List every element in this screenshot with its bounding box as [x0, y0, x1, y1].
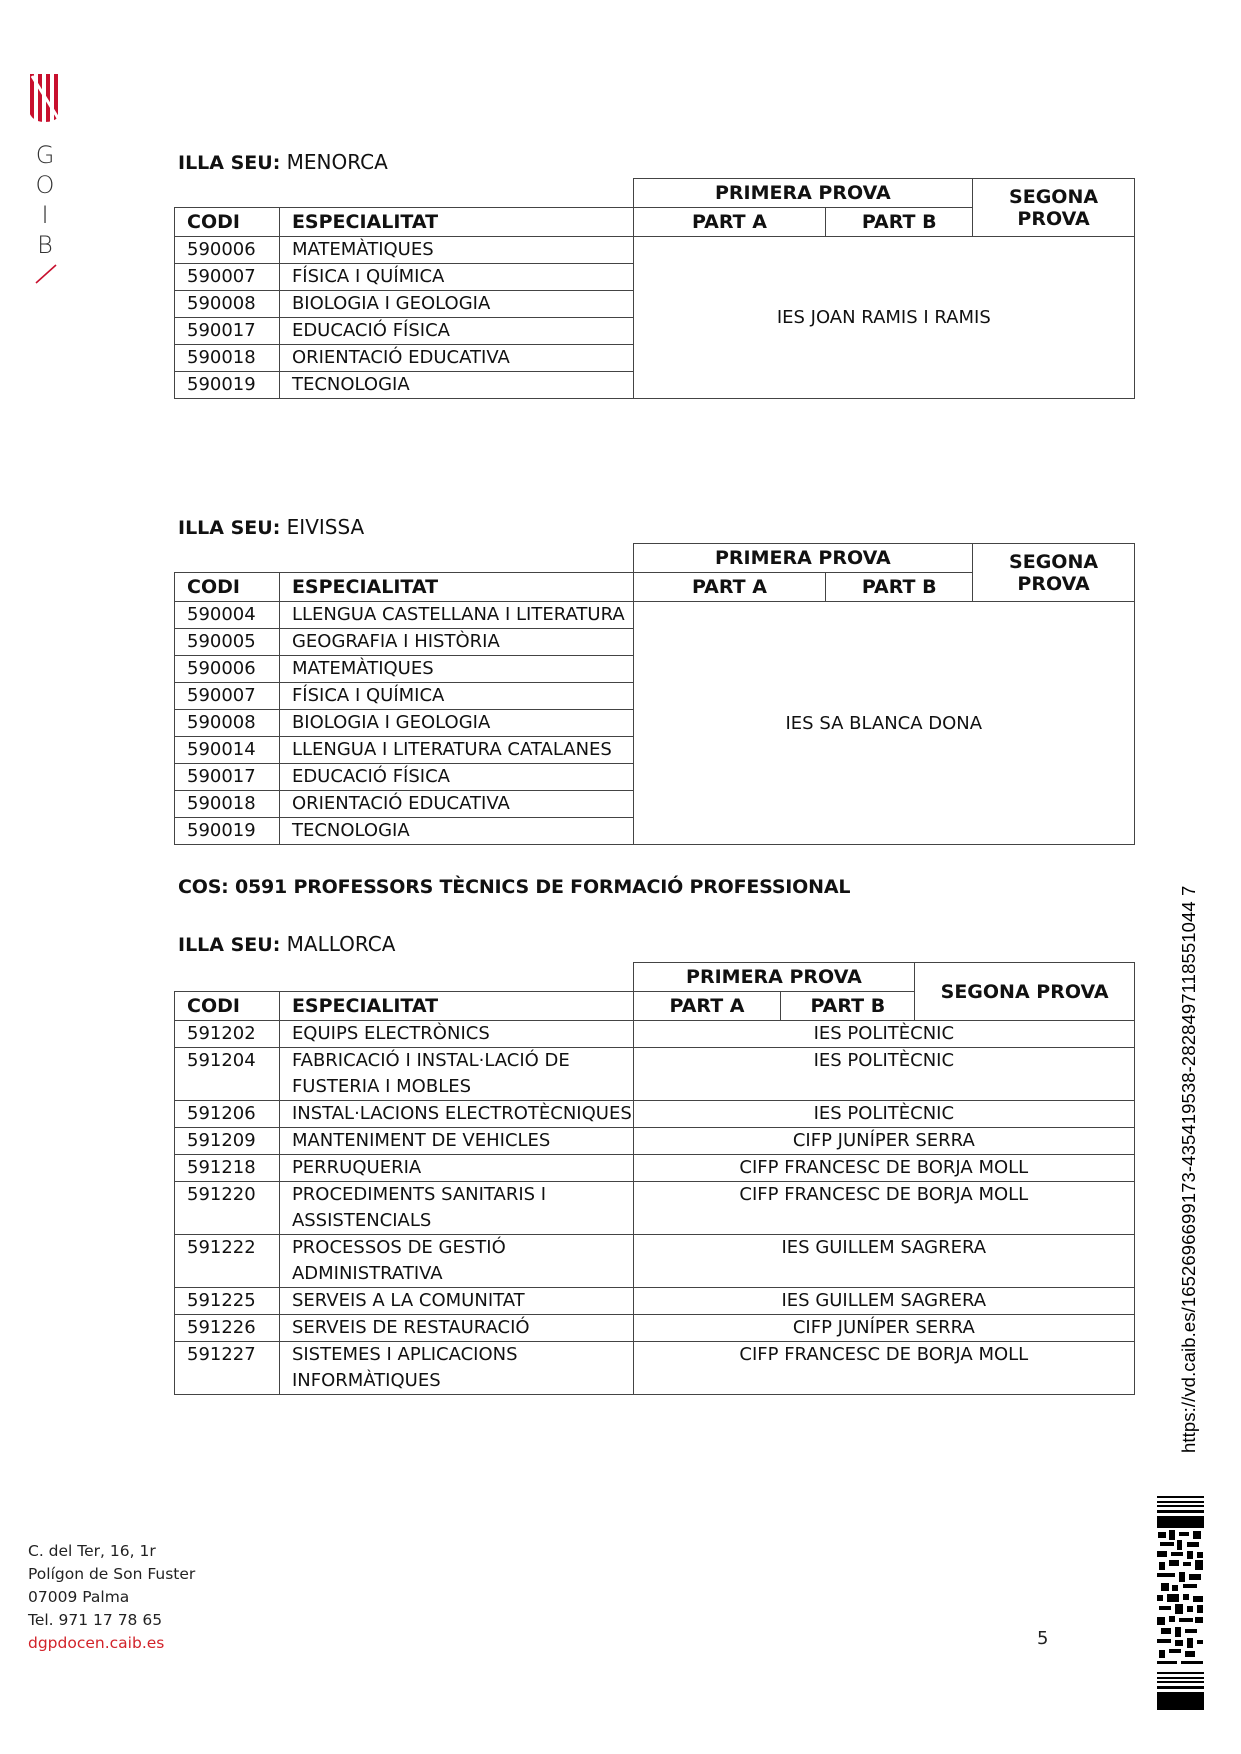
venue-cell: CIFP FRANCESC DE BORJA MOLL [633, 1342, 1134, 1395]
slash-icon [34, 264, 58, 284]
website-link[interactable]: dgpdocen.caib.es [28, 1634, 165, 1652]
table-row [175, 1342, 1135, 1395]
header-codi: CODI [175, 573, 280, 602]
codi-cell: 591225 [175, 1288, 280, 1315]
logo-letter: B [37, 231, 53, 259]
header-especialitat: ESPECIALITAT [279, 992, 633, 1021]
table-row [175, 1021, 1135, 1048]
venue-cell: IES SA BLANCA DONA [633, 602, 1134, 845]
address-line: C. del Ter, 16, 1r [28, 1542, 156, 1560]
codi-cell: 590019 [175, 372, 280, 399]
header-primera-prova: PRIMERA PROVA [633, 963, 915, 992]
header-part-a: PART A [633, 992, 781, 1021]
especialitat-cell: SERVEIS DE RESTAURACIÓ [279, 1315, 633, 1342]
especialitat-cell: EQUIPS ELECTRÒNICS [279, 1021, 633, 1048]
codi-cell: 590018 [175, 791, 280, 818]
island-label: ILLA SEU: [178, 934, 281, 956]
especialitat-cell: ORIENTACIÓ EDUCATIVA [279, 345, 633, 372]
table-row [175, 1235, 1135, 1288]
especialitat-cell: SERVEIS A LA COMUNITAT [279, 1288, 633, 1315]
table-row [175, 1155, 1135, 1182]
island-heading-menorca [178, 150, 388, 174]
island-heading-eivissa [178, 515, 364, 539]
venue-table-eivissa [174, 543, 1135, 845]
venue-table-mallorca [174, 962, 1135, 1395]
codi-cell: 590007 [175, 683, 280, 710]
address-line: 07009 Palma [28, 1588, 130, 1606]
especialitat-cell: FÍSICA I QUÍMICA [279, 264, 633, 291]
especialitat-cell: LLENGUA CASTELLANA I LITERATURA [279, 602, 633, 629]
codi-cell: 591204 [175, 1048, 280, 1101]
logo-letter: G [35, 141, 55, 169]
codi-cell: 590007 [175, 264, 280, 291]
especialitat-cell: PROCEDIMENTS SANITARIS I ASSISTENCIALS [279, 1182, 633, 1235]
header-part-a: PART A [633, 208, 826, 237]
especialitat-cell: PROCESSOS DE GESTIÓ ADMINISTRATIVA [279, 1235, 633, 1288]
logo-letter: O [35, 171, 55, 199]
especialitat-cell: TECNOLOGIA [279, 372, 633, 399]
codi-cell: 590019 [175, 818, 280, 845]
header-primera-prova: PRIMERA PROVA [633, 179, 973, 208]
codi-cell: 591227 [175, 1342, 280, 1395]
codi-cell: 591226 [175, 1315, 280, 1342]
especialitat-cell: TECNOLOGIA [279, 818, 633, 845]
venue-cell: IES JOAN RAMIS I RAMIS [633, 237, 1134, 399]
island-name: MENORCA [286, 150, 388, 174]
header-spacer [175, 544, 634, 573]
header-part-a: PART A [633, 573, 826, 602]
codi-cell: 590006 [175, 656, 280, 683]
table-row [175, 1182, 1135, 1235]
venue-cell: IES POLITÈCNIC [633, 1021, 1134, 1048]
header-primera-prova: PRIMERA PROVA [633, 544, 973, 573]
venue-cell: CIFP JUNÍPER SERRA [633, 1315, 1134, 1342]
especialitat-cell: MATEMÀTIQUES [279, 656, 633, 683]
especialitat-cell: EDUCACIÓ FÍSICA [279, 764, 633, 791]
header-especialitat: ESPECIALITAT [279, 208, 633, 237]
logo-wordmark [32, 140, 58, 260]
codi-cell: 590008 [175, 710, 280, 737]
barcode-icon [1157, 1496, 1204, 1710]
table-row [175, 1288, 1135, 1315]
venue-table-menorca [174, 178, 1135, 399]
especialitat-cell: FABRICACIÓ I INSTAL·LACIÓ DE FUSTERIA I MOBLES [279, 1048, 633, 1101]
island-name: EIVISSA [286, 515, 365, 539]
table-row [175, 602, 1135, 629]
island-label: ILLA SEU: [178, 517, 281, 539]
table-row [175, 1101, 1135, 1128]
shield-icon [28, 74, 62, 122]
codi-cell: 591222 [175, 1235, 280, 1288]
venue-cell: IES GUILLEM SAGRERA [633, 1288, 1134, 1315]
venue-cell: IES GUILLEM SAGRERA [633, 1235, 1134, 1288]
table-row [175, 237, 1135, 264]
especialitat-cell: FÍSICA I QUÍMICA [279, 683, 633, 710]
header-segona-prova: SEGONA PROVA [915, 963, 1135, 1021]
table-row [175, 1128, 1135, 1155]
phone-line: Tel. 971 17 78 65 [28, 1611, 163, 1629]
especialitat-cell: MATEMÀTIQUES [279, 237, 633, 264]
especialitat-cell: BIOLOGIA I GEOLOGIA [279, 710, 633, 737]
header-codi: CODI [175, 208, 280, 237]
header-part-b: PART B [826, 573, 973, 602]
page-number: 5 [1037, 1628, 1049, 1649]
header-part-b: PART B [781, 992, 915, 1021]
especialitat-cell: PERRUQUERIA [279, 1155, 633, 1182]
island-label: ILLA SEU: [178, 152, 281, 174]
codi-cell: 590006 [175, 237, 280, 264]
especialitat-cell: SISTEMES I APLICACIONS INFORMÀTIQUES [279, 1342, 633, 1395]
codi-cell: 591218 [175, 1155, 280, 1182]
verification-url[interactable]: https://vd.caib.es/1652696699173-435419538-2828497118551044 7 [1178, 885, 1199, 1453]
codi-cell: 591206 [175, 1101, 280, 1128]
codi-cell: 591209 [175, 1128, 280, 1155]
codi-cell: 590004 [175, 602, 280, 629]
codi-cell: 590014 [175, 737, 280, 764]
address-line: Polígon de Son Fuster [28, 1565, 196, 1583]
codi-cell: 590017 [175, 764, 280, 791]
footer-address [28, 1540, 195, 1655]
especialitat-cell: MANTENIMENT DE VEHICLES [279, 1128, 633, 1155]
venue-cell: CIFP FRANCESC DE BORJA MOLL [633, 1182, 1134, 1235]
codi-cell: 591202 [175, 1021, 280, 1048]
header-part-b: PART B [826, 208, 973, 237]
venue-cell: IES POLITÈCNIC [633, 1048, 1134, 1101]
cos-heading: COS: 0591 PROFESSORS TÈCNICS DE FORMACIÓ PROFESSIONAL [178, 876, 851, 898]
venue-cell: CIFP FRANCESC DE BORJA MOLL [633, 1155, 1134, 1182]
table-row [175, 1315, 1135, 1342]
header-segona-prova: SEGONA PROVA [973, 179, 1135, 237]
island-name: MALLORCA [286, 932, 396, 956]
venue-cell: IES POLITÈCNIC [633, 1101, 1134, 1128]
especialitat-cell: INSTAL·LACIONS ELECTROTÈCNIQUES [279, 1101, 633, 1128]
especialitat-cell: EDUCACIÓ FÍSICA [279, 318, 633, 345]
codi-cell: 590018 [175, 345, 280, 372]
header-codi: CODI [175, 992, 280, 1021]
codi-cell: 590005 [175, 629, 280, 656]
codi-cell: 591220 [175, 1182, 280, 1235]
header-segona-prova: SEGONA PROVA [973, 544, 1135, 602]
logo-letter: I [41, 201, 49, 229]
especialitat-cell: LLENGUA I LITERATURA CATALANES [279, 737, 633, 764]
header-especialitat: ESPECIALITAT [279, 573, 633, 602]
especialitat-cell: GEOGRAFIA I HISTÒRIA [279, 629, 633, 656]
especialitat-cell: ORIENTACIÓ EDUCATIVA [279, 791, 633, 818]
header-spacer [175, 963, 634, 992]
venue-cell: CIFP JUNÍPER SERRA [633, 1128, 1134, 1155]
especialitat-cell: BIOLOGIA I GEOLOGIA [279, 291, 633, 318]
island-heading-mallorca [178, 932, 395, 956]
codi-cell: 590008 [175, 291, 280, 318]
table-row [175, 1048, 1135, 1101]
header-spacer [175, 179, 634, 208]
codi-cell: 590017 [175, 318, 280, 345]
